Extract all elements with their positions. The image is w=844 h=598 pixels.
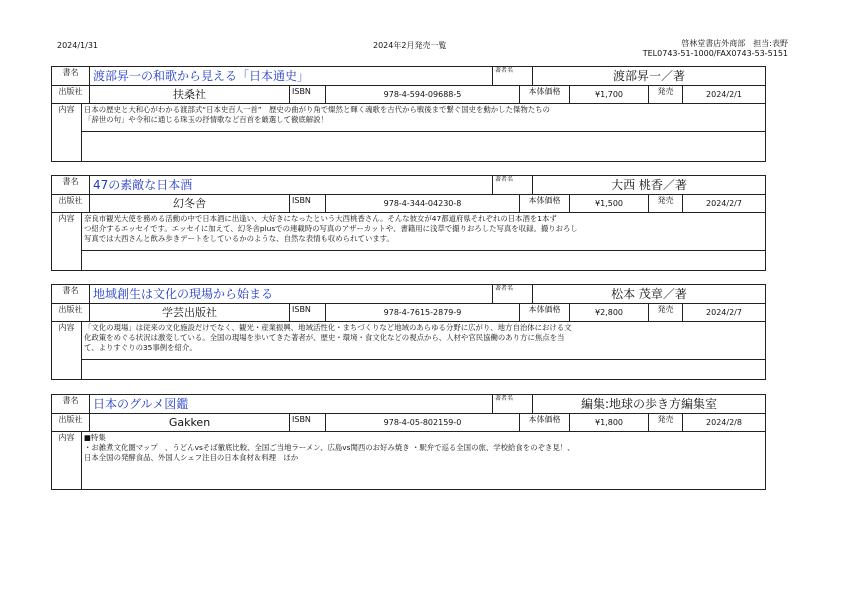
book-title: 日本のグルメ図鑑 xyxy=(90,395,493,413)
book-price: ¥1,700 xyxy=(570,86,649,103)
list-date: 2024/1/31 xyxy=(57,41,99,50)
book-author: 松本 茂章／著 xyxy=(611,287,687,301)
book-description: 日本の歴史と大和心がわかる渡部式“日本史百人一首” 歴史の曲がり角で燦然と輝く魂歌を古代から戦後まで繋ぐ国史を動かした傑物たちの 「辞世の句」や令和に通じる珠玉の抒情歌など百首を厳選して徹底解説！ xyxy=(84,105,550,124)
book-price: ¥2,800 xyxy=(570,304,649,321)
book-publisher: 幻冬舎 xyxy=(90,195,290,212)
content-label: 内容 xyxy=(52,432,82,489)
store-contact: TEL0743-51-1000/FAX0743-53-5151 xyxy=(642,49,788,58)
store-info xyxy=(643,39,788,59)
book-publisher: 学芸出版社 xyxy=(90,304,290,321)
isbn-label: ISBN xyxy=(290,195,326,212)
book-title: 47の素敵な日本酒 xyxy=(90,176,493,194)
book-title: 地域創生は文化の現場から始まる xyxy=(90,285,493,303)
book-entry xyxy=(51,394,766,490)
book-author: 編集:地球の歩き方編集室 xyxy=(580,397,718,411)
title-label: 書名 xyxy=(52,395,90,413)
book-release-date: 2024/2/7 xyxy=(706,308,742,317)
book-release-date: 2024/2/7 xyxy=(706,199,742,208)
release-label: 発売 xyxy=(649,414,683,431)
book-release-date: 2024/2/8 xyxy=(706,418,742,427)
isbn-label: ISBN xyxy=(290,304,326,321)
book-title: 渡部昇一の和歌から見える「日本通史」 xyxy=(90,67,493,85)
price-label: 本体価格 xyxy=(520,414,570,431)
book-description: 奈良市観光大使を務める活動の中で日本酒に出逢い、大好きになったという大西桃香さん。そんな彼女が47都道府県それぞれの日本酒を1本ず つ紹介するエッセイです。エッセイに加えて、幻冬舎plusでの連載時の写真のアザーカットや、書籍用に浅草で撮りおろした写真を収録。撮りおろし 写真では大西さんと飲み歩きデートをしているかのような、自然な表情も収められています。 xyxy=(84,214,578,243)
title-label: 書名 xyxy=(52,67,90,85)
book-author: 渡部昇一／著 xyxy=(612,69,685,83)
book-entry xyxy=(51,175,766,271)
price-label: 本体価格 xyxy=(520,304,570,321)
book-isbn: 978-4-594-09688-5 xyxy=(326,86,520,103)
store-name: 啓林堂書店外商部 担当:表野 xyxy=(681,39,788,48)
isbn-label: ISBN xyxy=(290,414,326,431)
content-label: 内容 xyxy=(52,322,82,379)
release-label: 発売 xyxy=(649,304,683,321)
release-label: 発売 xyxy=(649,195,683,212)
publisher-label: 出版社 xyxy=(52,414,90,431)
book-author: 大西 桃香／著 xyxy=(611,178,687,192)
author-label: 著者名 xyxy=(493,285,533,303)
book-isbn: 978-4-05-802159-0 xyxy=(326,414,520,431)
book-price: ¥1,500 xyxy=(570,195,649,212)
price-label: 本体価格 xyxy=(520,195,570,212)
publisher-label: 出版社 xyxy=(52,304,90,321)
author-label: 著者名 xyxy=(493,176,533,194)
publisher-label: 出版社 xyxy=(52,86,90,103)
book-isbn: 978-4-7615-2879-9 xyxy=(326,304,520,321)
page-title: 2024年2月発売一覧 xyxy=(373,41,447,50)
book-release-date: 2024/2/1 xyxy=(706,90,742,99)
book-publisher: Gakken xyxy=(90,414,290,431)
release-label: 発売 xyxy=(649,86,683,103)
book-entry xyxy=(51,284,766,380)
book-price: ¥1,800 xyxy=(570,414,649,431)
publisher-label: 出版社 xyxy=(52,195,90,212)
author-label: 著者名 xyxy=(493,395,533,413)
isbn-label: ISBN xyxy=(290,86,326,103)
book-isbn: 978-4-344-04230-8 xyxy=(326,195,520,212)
book-description: 「文化の現場」は従来の文化施設だけでなく、観光・産業振興、地域活性化・まちづくりなど地域のあらゆる分野に広がり、地方自治体における文 化政策をめぐる状況は激変している。全国の現場を歩いてきた著者が、歴史・環境・食文化などの視点から、人材や官民協働のあり方に焦点を当 て、よりすぐりの35事例を紹介。 xyxy=(84,323,572,352)
title-label: 書名 xyxy=(52,285,90,303)
content-label: 内容 xyxy=(52,213,82,270)
price-label: 本体価格 xyxy=(520,86,570,103)
book-description: ■特集 ・お雑煮文化圏マップ 、うどんvsそば徹底比較、全国ご当地ラーメン、広島vs関西のお好み焼き ・駅弁で巡る全国の旅、学校給食をのぞき見！、 日本全国の発酵食品、外国人シェフ注目の日本食材＆料理 ほか xyxy=(84,433,575,462)
book-entry xyxy=(51,66,766,162)
author-label: 著者名 xyxy=(493,67,533,85)
book-publisher: 扶桑社 xyxy=(90,86,290,103)
content-label: 内容 xyxy=(52,104,82,161)
title-label: 書名 xyxy=(52,176,90,194)
